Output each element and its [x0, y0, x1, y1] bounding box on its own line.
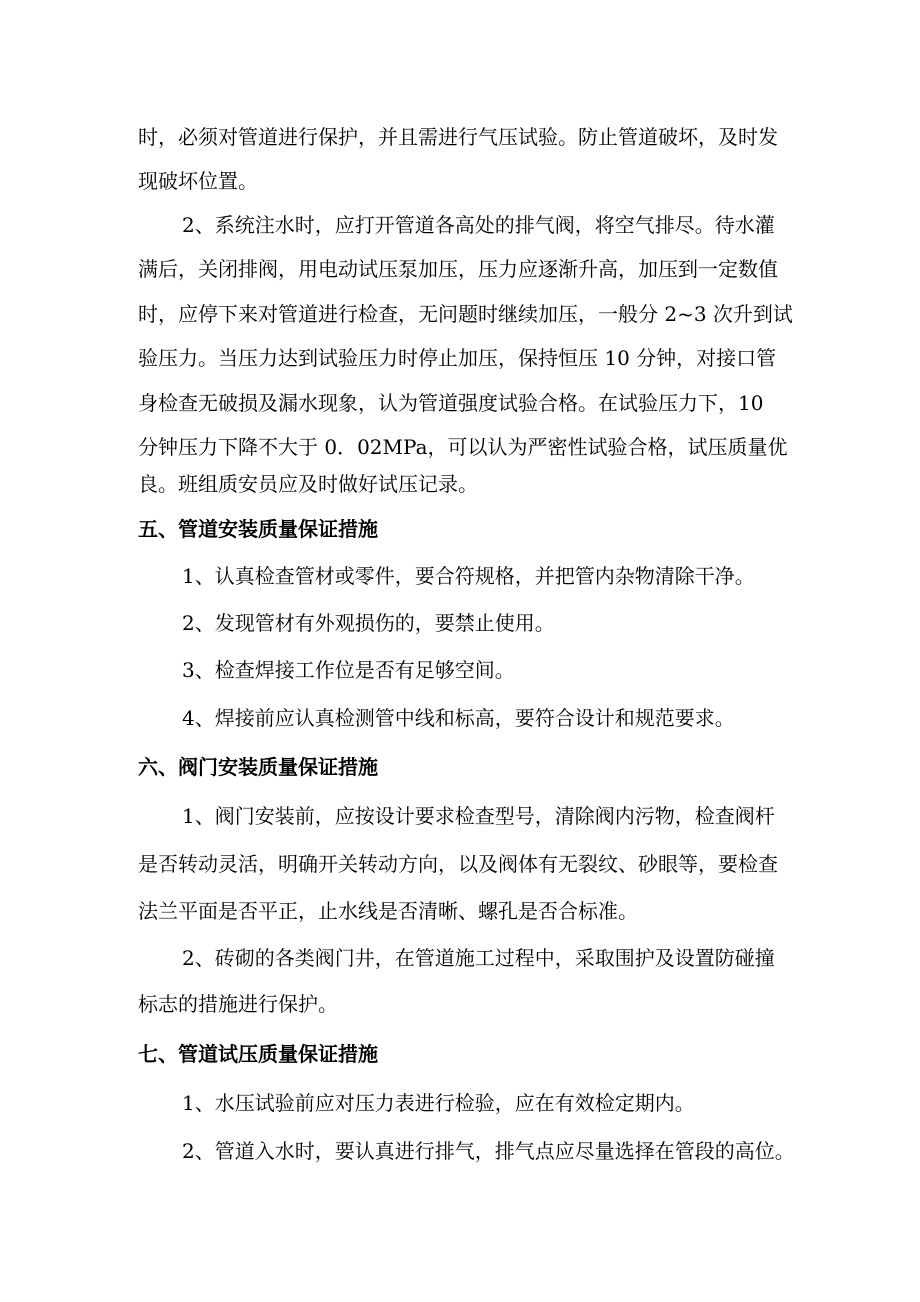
text-line: 时，必须对管道进行保护，并且需进行气压试验。防止管道破坏，及时发	[138, 125, 778, 149]
text-line: 满后，关闭排阀，用电动试压泵加压，压力应逐渐升高，加压到一定数值	[138, 257, 778, 281]
text-line: 2、系统注水时，应打开管道各高处的排气阀，将空气排尽。待水灌	[182, 213, 775, 237]
section-heading: 七、管道试压质量保证措施	[138, 1042, 378, 1066]
text-line: 良。班组质安员应及时做好试压记录。	[138, 472, 478, 496]
section-heading: 五、管道安装质量保证措施	[138, 517, 378, 541]
text-line: 分钟压力下降不大于 0．02MPa，可以认为严密性试验合格，试压质量优	[138, 435, 788, 459]
text-line: 时，应停下来对管道进行检查，无问题时继续加压，一般分 2~3 次升到试	[138, 302, 793, 326]
text-line: 现破坏位置。	[138, 169, 258, 193]
text-line: 验压力。当压力达到试验压力时停止加压，保持恒压 10 分钟，对接口管	[138, 346, 777, 370]
text-line: 1、认真检查管材或零件，要合符规格，并把管内杂物清除干净。	[182, 564, 755, 588]
text-line: 2、砖砌的各类阀门井，在管道施工过程中，采取围护及设置防碰撞	[182, 946, 775, 970]
text-line: 是否转动灵活，明确开关转动方向，以及阀体有无裂纹、砂眼等，要检查	[138, 852, 778, 876]
text-line: 2、发现管材有外观损伤的，要禁止使用。	[182, 611, 555, 635]
text-line: 法兰平面是否平正，止水线是否清晰、螺孔是否合标准。	[138, 899, 638, 923]
text-line: 标志的措施进行保护。	[138, 992, 338, 1016]
text-line: 1、水压试验前应对压力表进行检验，应在有效检定期内。	[182, 1091, 695, 1115]
text-line: 2、管道入水时，要认真进行排气，排气点应尽量选择在管段的高位。	[182, 1139, 795, 1163]
text-line: 3、检查焊接工作位是否有足够空间。	[182, 658, 515, 682]
text-line: 4、焊接前应认真检测管中线和标高，要符合设计和规范要求。	[182, 706, 735, 730]
text-line: 1、阀门安装前，应按设计要求检查型号，清除阀内污物，检查阀杆	[182, 804, 775, 828]
text-line: 身检查无破损及漏水现象，认为管道强度试验合格。在试验压力下，10	[138, 391, 764, 415]
section-heading: 六、阀门安装质量保证措施	[138, 755, 378, 779]
